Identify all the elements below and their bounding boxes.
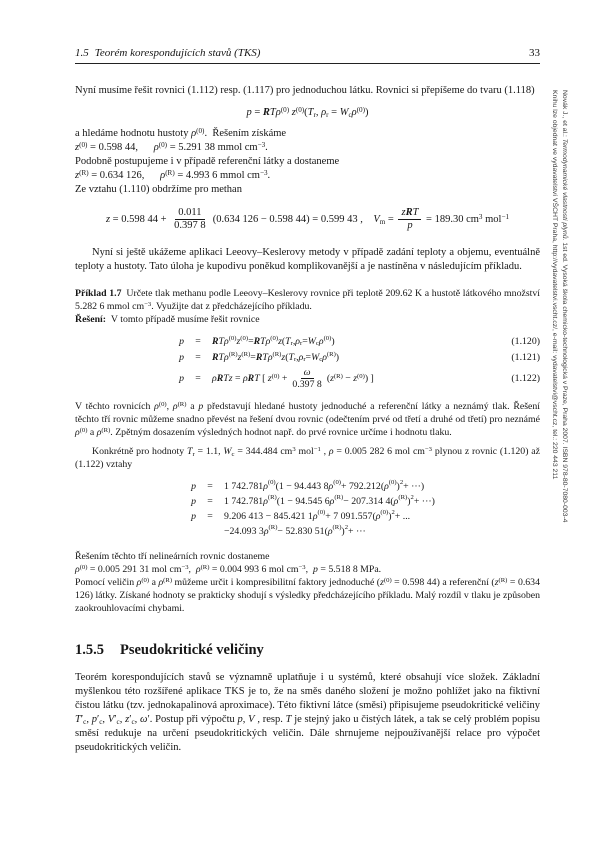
display-equation-1.118: p = RTρ$^{(0)}$ $z^{(0)}(T_r$, $\rho_r = W_c\rho^{(0)}$) <box>246 105 369 120</box>
equation-fragment: (0.634 126 − 0.598 44) = 0.599 43 , $V_m$ = <box>210 213 397 227</box>
equation-rhs: 1 742.781 ρ $^{(0)}$ (1 − 94.443 8 ρ $^{(0)}$ + 792.212( ρ $^{(0)}$ ) $^2$ + ···) <box>224 479 425 492</box>
equation-fragment: = 189.30 $cm^3$ mol$^{-1}$ <box>423 212 510 225</box>
fraction-denominator: 0.397 8 <box>292 379 322 391</box>
running-header <box>75 47 540 64</box>
equation-rhs <box>212 367 374 391</box>
equation-lhs: p <box>179 336 184 348</box>
solution-line <box>75 313 540 326</box>
solution-intro-text: V tomto případě musíme řešit rovnice <box>106 314 260 326</box>
fraction-numerator: 0.011 <box>175 207 204 220</box>
example-statement-text: Určete tlak methanu podle Leeovy–Keslerovy rovnice při teplotě 209.62 K a hustotě látkového množství 5.282 6 mmol $cm^{-3}$. Využijte dat z předcházejícího příkladu. <box>75 288 540 313</box>
system-equation-row <box>75 495 540 508</box>
fraction <box>289 367 324 391</box>
equation-1.120 <box>75 335 540 348</box>
equation-relation: = <box>195 336 201 348</box>
equation-1.122 <box>75 367 540 391</box>
running-header-section-title: Teorém korespondujících stavů (TKS) <box>94 47 261 59</box>
fraction-denominator: 0.397 8 <box>174 220 206 232</box>
line-vysledky: $\rho^{(0)} = 0.005$ 291 31 mol $cm^{-3}$, $\rho^{(R)} = 0.004$ 993 6 mol $cm^{-3}$, p = 5.518 8 MPa. <box>75 563 382 575</box>
example-statement <box>75 287 540 313</box>
fraction-numerator: zRT <box>398 207 421 220</box>
system-equation-continuation <box>75 525 540 538</box>
equation-lhs: p <box>191 495 196 507</box>
equation-lhs: p <box>179 373 184 385</box>
section-heading-number: 1.5.5 <box>75 641 104 658</box>
equation-system <box>75 480 540 538</box>
equation-fragment: ρRTz = ρRT [ $z^{(0)}$ + <box>212 373 288 385</box>
margin-citation-reference-line: Novák J., et al.: Termodynamické vlastnosti plynů. 1st ed. Vysoká škola chemicko-technologická v Praze, Praha 2007. ISBN 978-80-7080-003-4 <box>561 90 568 523</box>
line-reseni: Řešením těchto tří nelineárních rovnic dostaneme <box>75 550 270 562</box>
margin-citation <box>549 90 569 810</box>
equation-rhs: R T ρ $^{(R)}$ z $^{(R)}$ = R T ρ $^{(R)}$ z ( T $_r$ , ρ $_r$ = W $_c$ ρ $^{(R)}$ ) <box>212 350 340 364</box>
equation-relation: = <box>195 352 201 364</box>
equation-relation: = <box>207 495 213 507</box>
page-number: 33 <box>529 47 540 59</box>
fraction <box>171 207 209 232</box>
equation-relation: = <box>195 373 201 385</box>
fraction-denominator: p <box>407 220 413 232</box>
solution-label: Řešení: <box>75 314 107 326</box>
example-label: Příklad 1.7 <box>75 288 122 300</box>
equation-lhs: p <box>179 352 184 364</box>
page-body <box>75 84 540 755</box>
equation-lhs: p <box>191 510 196 522</box>
equation-1.121 <box>75 351 540 364</box>
equation-block-120-122 <box>75 335 540 391</box>
equation-rhs: 9.206 413 − 845.421 1 ρ $^{(0)}$ + 7 091.557( ρ $^{(0)}$ ) $^2$ + ... <box>224 509 411 522</box>
margin-citation-order-line: Knihu lze objednat ve vydavatelství VŠCHT Praha, http://vydavatelstvi.vscht.cz/, e-mail: vydavatelstvi@vscht.cz, tel.: 220 443 211 <box>551 90 558 480</box>
equation-fragment: $(z^{(R)} - z^{(0)})$ ] <box>326 373 374 385</box>
equation-relation: = <box>207 510 213 522</box>
paragraph-rovnice: V těchto rovnicích $\rho^{(0)}$, $\rho^{(R)}$ a p představují hledané hustoty jednoduché a referenční látky a neznámý tlak. Řešení těchto tří rovnic můžeme snadno převést na řešení dvou rovnic (odečtením prvé od třetí a druhé od třetí) pro neznámé $\rho^{(0)}$ a $\rho^{(R)}$. Zpětným dosazením výsledných hodnot např. do prvé rovnice určíme i hodnotu tlaku. <box>75 400 541 438</box>
equation-rhs: R T ρ $^{(0)}$ z $^{(0)}$ = R T ρ $^{(0)}$ z ( T $_r$ , ρ $_r$ = W $_c$ ρ $^{(0)}$ ) <box>212 334 335 348</box>
system-equation-row <box>75 480 540 493</box>
line-podobne: Podobně postupujeme i v případě referenční látky a dostaneme <box>75 156 340 167</box>
equation-lhs: p <box>191 480 196 492</box>
equation-fragment: z = 0.598 44 + <box>105 213 170 225</box>
line-zR-result: $z^{(R)} = 0.634$ 126, $\rho^{(R)} = 4.993$ 6 mmol $cm^{-3}$. <box>75 168 271 181</box>
running-header-section-number: 1.5 <box>75 47 89 59</box>
line-hledame: a hledáme hodnotu hustoty $\rho^{(0)}$. Řešením získáme <box>75 126 287 139</box>
display-equation-methan <box>75 207 540 232</box>
example-block-1.7 <box>75 287 540 615</box>
line-z0-result: $z^{(0)} = 0.598$ 44, $\rho^{(0)} = 5.291$ 38 mmol $cm^{-3}$. <box>75 140 268 153</box>
equation-number: (1.121) <box>511 352 540 364</box>
fraction-numerator: ω <box>301 367 314 379</box>
equation-relation: = <box>207 480 213 492</box>
equation-number: (1.120) <box>511 336 540 348</box>
fraction <box>398 207 421 232</box>
line-ze-vztahu: Ze vztahu (1.110) obdržíme pro methan <box>75 184 242 195</box>
section-heading-title: Pseudokritické veličiny <box>120 641 264 658</box>
equation-rhs: −24.093 3 ρ $^{(R)}$ − 52.830 51( ρ $^{(R)}$ ) $^2$ + ··· <box>224 524 366 537</box>
paragraph-pomoci: Pomocí veličin $\rho^{(0)}$ a $\rho^{(R)}$ můžeme určit i kompresibilitní faktory jednoduché ($z^{(0)} = 0.598$ 44) a referenční ($z^{(R)} = 0.634$ 126) látky. Získané hodnoty se prakticky shodují s výsledky předcházejícího příkladu. Malý rozdíl v tlaku je způsoben zaokrouhlovacími chybami. <box>75 576 540 614</box>
system-equation-row <box>75 510 540 523</box>
paragraph-intro: Nyní musíme řešit rovnici (1.112) resp. (1.117) pro jednoduchou látku. Rovnici si přepíšeme do tvaru (1.118) <box>75 85 535 96</box>
section-heading <box>75 641 540 659</box>
paragraph-pseudokriticke: Teorém korespondujících stavů se významně uplatňuje i u systémů, které obsahují více složek. Základní myšlenkou této rozšířené aplikace TKS je to, že na směs daného složení je možno pohlížet jako na fiktivní čistou látku (tzv. jednokapalinová aproximace). Této fiktivní látce (směsi) připisujeme pseudokritické veličiny $T'_c$, $p'_c$, $V'_c$, $z'_c$, ω′. Postup při výpočtu p, V , resp. T je stejný jako u čistých látek, a tak se celý problém popisu směsí redukuje na určení pseudokritických veličin. Dále shrnujeme nejpoužívanější relace pro výpočet pseudokritických veličin. <box>75 671 541 753</box>
paragraph-konkretne: Konkrétně pro hodnoty $T_r = 1.1$, $W_c = 344.484$ $cm^3$ mol$^{-1}$ , ρ = 0.005 282 6 mol $cm^{-3}$ plynou z rovnic (1.120) až (1.122) vztahy <box>75 445 540 470</box>
equation-rhs: 1 742.781 ρ $^{(R)}$ (1 − 94.545 6 ρ $^{(R)}$ − 207.314 4( ρ $^{(R)}$ ) $^2$ + ···) <box>224 494 435 507</box>
equation-number: (1.122) <box>511 373 540 385</box>
paragraph-leeovy-keslerovy: Nyní si ještě ukážeme aplikaci Leeovy–Keslerovy metody v případě zadání teploty a objemu, eventuálně teploty a hustoty. Tato úloha je kupodivu poněkud komplikovanější a je nastíněna v následujícím příkladu. <box>75 247 540 273</box>
